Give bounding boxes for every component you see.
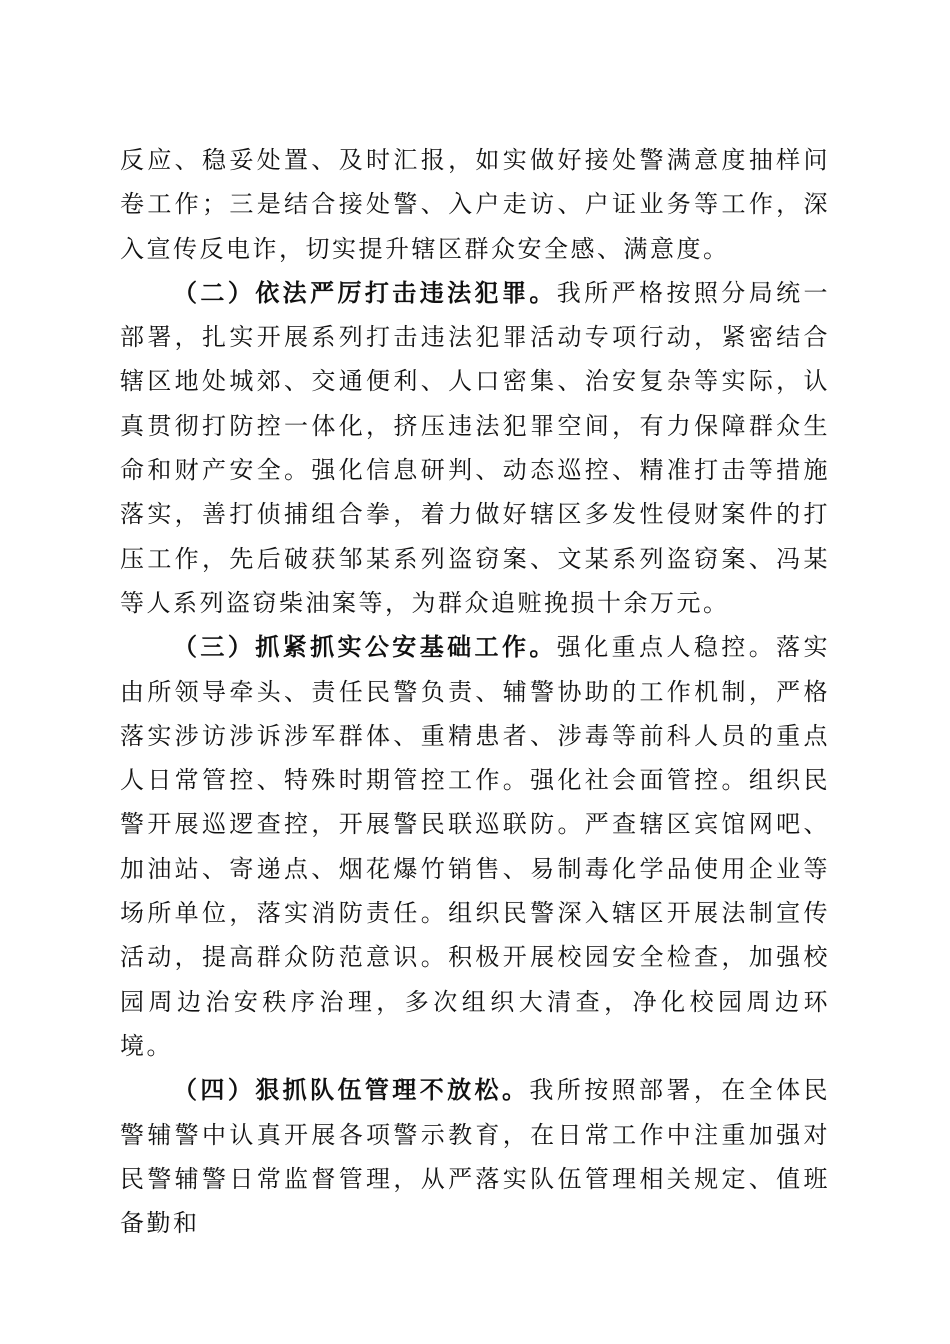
paragraph-section-3 — [120, 625, 830, 1068]
paragraph-body: 我所严格按照分局统一部署，扎实开展系列打击违法犯罪活动专项行动，紧密结合辖区地处城郊、交通便利、人口密集、治安复杂等实际，认真贯彻打防控一体化，挤压违法犯罪空间，有力保障群众生命和财产安全。强化信息研判、动态巡控、精准打击等措施落实，善打侦捕组合拳，着力做好辖区多发性侵财案件的打压工作，先后破获邹某系列盗窃案、文某系列盗窃案、冯某等人系列盗窃柴油案等，为群众追赃挽损十余万元。 — [120, 278, 831, 617]
document-body — [120, 138, 830, 1245]
paragraph-body: 反应、稳妥处置、及时汇报，如实做好接处警满意度抽样问卷工作；三是结合接处警、入户走访、户证业务等工作，深入宣传反电诈，切实提升辖区群众安全感、满意度。 — [120, 146, 830, 263]
paragraph-section-4 — [120, 1068, 830, 1245]
paragraph-section-2 — [120, 271, 830, 625]
paragraph-body: 强化重点人稳控。落实由所领导牵头、责任民警负责、辅警协助的工作机制，严格落实涉访涉诉涉军群体、重精患者、涉毒等前科人员的重点人日常管控、特殊时期管控工作。强化社会面管控。组织民警开展巡逻查控，开展警民联巡联防。严查辖区宾馆网吧、加油站、寄递点、烟花爆竹销售、易制毒化学品使用企业等场所单位，落实消防责任。组织民警深入辖区开展法制宣传活动，提高群众防范意识。积极开展校园安全检查，加强校园周边治安秩序治理，多次组织大清查，净化校园周边环境。 — [120, 633, 831, 1060]
section-heading: （三）抓紧抓实公安基础工作。 — [173, 632, 557, 662]
paragraph-continuation — [120, 138, 830, 271]
paragraph-body: 我所按照部署，在全体民警辅警中认真开展各项警示教育，在日常工作中注重加强对民警辅警日常监督管理，从严落实队伍管理相关规定、值班备勤和 — [120, 1076, 831, 1238]
section-heading: （四）狠抓队伍管理不放松。 — [173, 1075, 530, 1105]
section-heading: （二）依法严厉打击违法犯罪。 — [173, 277, 557, 307]
